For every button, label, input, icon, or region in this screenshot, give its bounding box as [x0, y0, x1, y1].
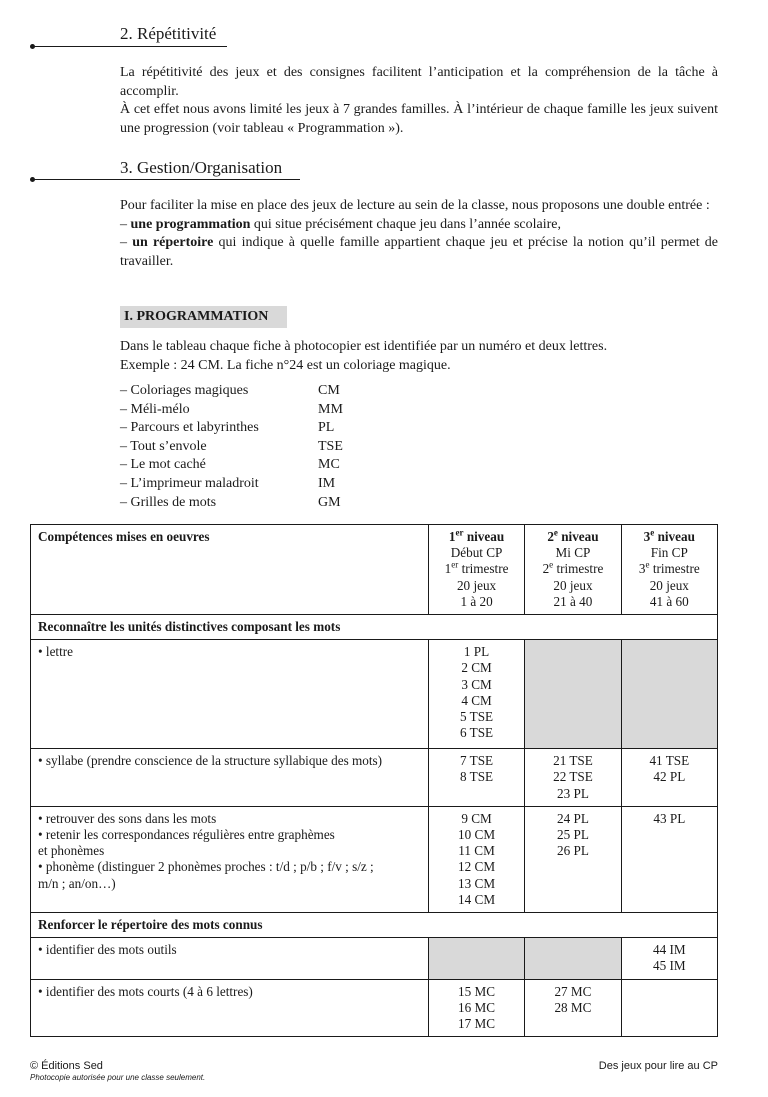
header-level-1: 1er niveau Début CP 1er trimestre 20 jeux 1 à 20 [428, 525, 524, 615]
level-1-cell: 15 MC 16 MC 17 MC [428, 979, 524, 1037]
competence-label: • lettre [31, 640, 429, 749]
table-row [31, 938, 718, 979]
programmation-table [30, 524, 718, 1037]
group-title: Renforcer le répertoire des mots connus [31, 913, 718, 938]
level-2-cell-empty [525, 640, 621, 749]
list-item: – Parcours et labyrinthes PL [120, 420, 335, 436]
level-3-cell: 43 PL [621, 806, 717, 912]
list-item: – Le mot caché MC [120, 457, 340, 473]
competence-label: • syllabe (prendre conscience de la structure syllabique des mots) [31, 749, 429, 807]
header-competences: Compétences mises en oeuvres [31, 525, 429, 615]
level-3-cell: 41 TSE 42 PL [621, 749, 717, 807]
table-group-row [31, 615, 718, 640]
section-body-gestion [120, 197, 718, 271]
heading-rule [33, 179, 300, 180]
level-1-cell: 9 CM 10 CM 11 CM 12 CM 13 CM 14 CM [428, 806, 524, 912]
level-1-cell-empty [428, 938, 524, 979]
paragraph: La répétitivité des jeux et des consignes facilitent l’anticipation et la compréhension de la tâche à accomplir. [120, 65, 718, 99]
paragraph: Exemple : 24 CM. La fiche n°24 est un coloriage magique. [120, 357, 451, 373]
table-row [31, 806, 718, 912]
bullet-programmation: – une programmation qui situe précisément chaque jeu dans l’année scolaire, [120, 216, 562, 232]
level-3-cell-empty [621, 640, 717, 749]
competence-label: • identifier des mots courts (4 à 6 lettres) [31, 979, 429, 1037]
publisher-name: © Éditions Sed [30, 1060, 103, 1072]
list-item: – Méli-mélo MM [120, 401, 343, 417]
level-3-cell: 44 IM 45 IM [621, 938, 717, 979]
list-item: – Tout s’envole TSE [120, 438, 343, 454]
section-title: 3. Gestion/Organisation [120, 158, 283, 177]
section-title: 2. Répétitivité [120, 24, 217, 43]
footer-publisher [30, 1060, 205, 1082]
competence-label: • retrouver des sons dans les mots • retenir les correspondances régulières entre graphèmes et phonèmes • phonème (distinguer 2 phonèmes proches : t/d ; p/b ; f/v ; s/z ; m/n ; an/on…) [31, 806, 429, 912]
competence-label: • identifier des mots outils [31, 938, 429, 979]
header-level-2: 2e niveau Mi CP 2e trimestre 20 jeux 21 à 40 [525, 525, 621, 615]
level-1-cell: 1 PL 2 CM 3 CM 4 CM 5 TSE 6 TSE [428, 640, 524, 749]
programmation-heading: I. PROGRAMMATION [120, 306, 287, 328]
level-2-cell: 21 TSE 22 TSE 23 PL [525, 749, 621, 807]
table-row [31, 640, 718, 749]
level-2-cell-empty [525, 938, 621, 979]
header-level-3: 3e niveau Fin CP 3e trimestre 20 jeux 41 à 60 [621, 525, 717, 615]
table-row [31, 749, 718, 807]
level-2-cell: 24 PL 25 PL 26 PL [525, 806, 621, 912]
paragraph: Pour faciliter la mise en place des jeux de lecture au sein de la classe, nous proposons une double entrée : [120, 198, 710, 213]
heading-rule [33, 46, 227, 47]
level-1-cell: 7 TSE 8 TSE [428, 749, 524, 807]
level-2-cell: 27 MC 28 MC [525, 979, 621, 1037]
list-item: – L’imprimeur maladroit IM [120, 475, 336, 491]
bullet-repertoire: – un répertoire qui indique à quelle famille appartient chaque jeu et précise la notion qu’il permet de travailler. [120, 235, 719, 269]
section-body-repetitivite [120, 64, 718, 138]
paragraph: Dans le tableau chaque fiche à photocopier est identifiée par un numéro et deux lettres. [120, 339, 608, 354]
paragraph: À cet effet nous avons limité les jeux à 7 grandes familles. À l’intérieur de chaque famille les jeux suivent une progression (voir tableau « Programmation »). [120, 102, 718, 136]
family-codes-list [120, 382, 343, 512]
table-group-row [31, 913, 718, 938]
level-3-cell [621, 979, 717, 1037]
table-row [31, 979, 718, 1037]
programmation-text [120, 338, 718, 375]
list-item: – Coloriages magiques CM [120, 383, 340, 398]
table-header-row [31, 525, 718, 615]
group-title: Reconnaître les unités distinctives composant les mots [31, 615, 718, 640]
list-item: – Grilles de mots GM [120, 494, 341, 510]
footer-book-title: Des jeux pour lire au CP [598, 1060, 718, 1072]
copyright-note: Photocopie autorisée pour une classe seulement. [30, 1073, 206, 1082]
